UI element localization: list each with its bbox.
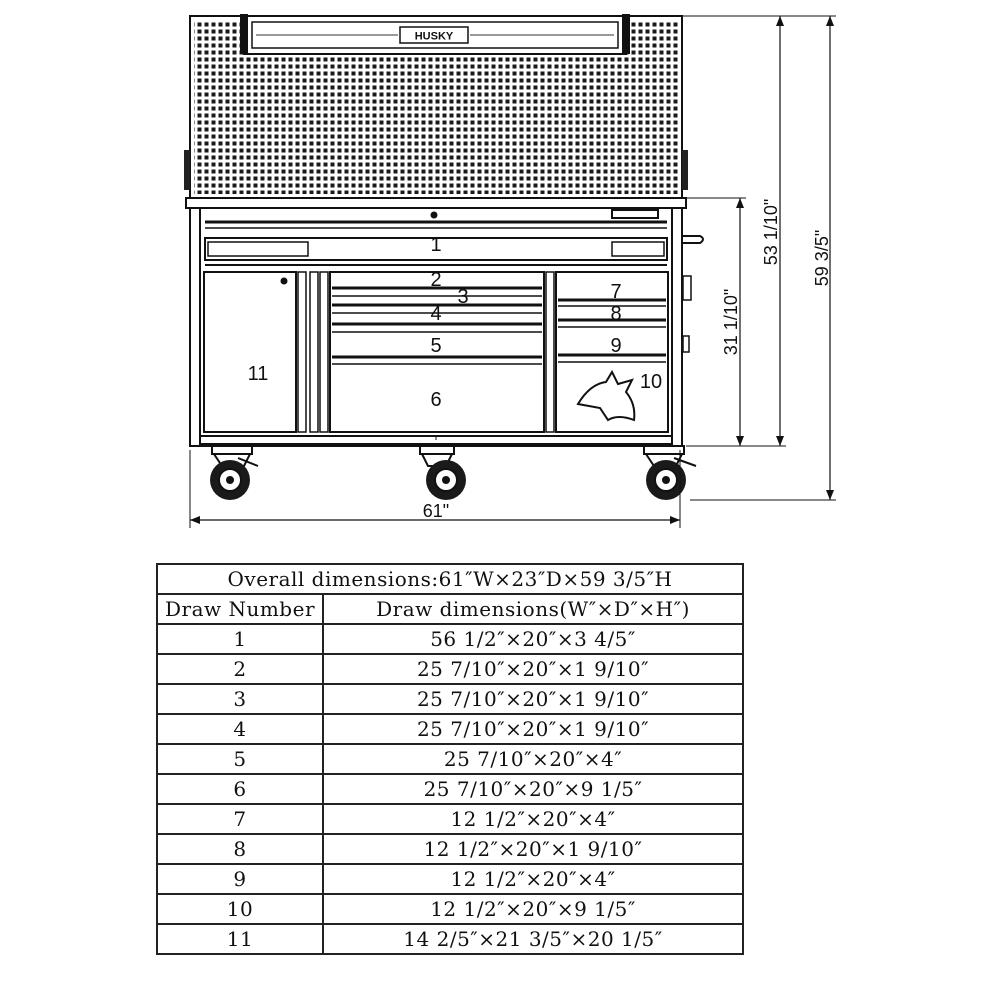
light-bar <box>240 14 630 54</box>
caster-center <box>420 446 466 500</box>
drawer-dims-cell: 25 7/10″×20″×1 9/10″ <box>323 684 743 714</box>
drawer-dims-cell: 12 1/2″×20″×1 9/10″ <box>323 834 743 864</box>
drawer-number-cell: 11 <box>157 924 323 954</box>
drawer-dims-cell: 25 7/10″×20″×4″ <box>323 744 743 774</box>
table-row <box>157 834 743 864</box>
drawer-number-cell: 7 <box>157 804 323 834</box>
drawer-label-3: 3 <box>457 286 469 308</box>
drawer-label-11: 11 <box>247 363 269 385</box>
logo-text: HUSKY <box>414 30 454 43</box>
width-label: 61" <box>422 501 450 521</box>
table-row <box>157 774 743 804</box>
overall-height-label: 59 3/5" <box>812 229 832 287</box>
drawer-dimensions-table <box>156 563 744 955</box>
overall-row <box>157 564 743 594</box>
drawer-dims-cell: 25 7/10″×20″×9 1/5″ <box>323 774 743 804</box>
drawer-number-cell: 5 <box>157 744 323 774</box>
cabinet-height-label: 31 1/10" <box>721 288 741 356</box>
drawer-dims-cell: 12 1/2″×20″×4″ <box>323 864 743 894</box>
header-row <box>157 594 743 624</box>
drawer-dims-cell: 25 7/10″×20″×1 9/10″ <box>323 654 743 684</box>
drawer-number-cell: 2 <box>157 654 323 684</box>
table-row <box>157 744 743 774</box>
drawer-number-cell: 1 <box>157 624 323 654</box>
drawer-label-8: 8 <box>610 303 622 325</box>
drawer-dims-cell: 56 1/2″×20″×3 4/5″ <box>323 624 743 654</box>
table-row <box>157 864 743 894</box>
drawer-label-4: 4 <box>430 303 442 325</box>
table-row <box>157 804 743 834</box>
drawer-dims-cell: 14 2/5″×21 3/5″×20 1/5″ <box>323 924 743 954</box>
table-row <box>157 624 743 654</box>
drawer-label-10: 10 <box>639 371 663 393</box>
drawer-label-7: 7 <box>610 281 622 303</box>
drawer-dims-cell: 12 1/2″×20″×4″ <box>323 804 743 834</box>
table-row <box>157 894 743 924</box>
table-row <box>157 654 743 684</box>
drawer-number-cell: 4 <box>157 714 323 744</box>
drawer-label-1: 1 <box>430 234 442 256</box>
header-number: Draw Number <box>157 594 323 624</box>
caster-right <box>644 446 696 500</box>
body-height-label: 53 1/10" <box>761 198 781 266</box>
drawer-number-cell: 6 <box>157 774 323 804</box>
caster-left <box>210 446 258 500</box>
drawer-number-cell: 10 <box>157 894 323 924</box>
worktop <box>186 198 686 208</box>
table-row <box>157 924 743 954</box>
drawer-number-cell: 9 <box>157 864 323 894</box>
cabinet-body <box>190 208 703 446</box>
drawer-label-9: 9 <box>610 335 622 357</box>
header-dims: Draw dimensions(W″×D″×H″) <box>323 594 743 624</box>
drawer-number-cell: 8 <box>157 834 323 864</box>
drawer-label-5: 5 <box>430 335 442 357</box>
drawer-dims-cell: 12 1/2″×20″×9 1/5″ <box>323 894 743 924</box>
drawer-number-cell: 3 <box>157 684 323 714</box>
table-row <box>157 714 743 744</box>
table-row <box>157 684 743 714</box>
drawer-label-2: 2 <box>430 269 442 291</box>
drawer-dims-cell: 25 7/10″×20″×1 9/10″ <box>323 714 743 744</box>
drawer-label-6: 6 <box>430 389 442 411</box>
overall-dimensions: Overall dimensions:61″W×23″D×59 3/5″H <box>157 564 743 594</box>
